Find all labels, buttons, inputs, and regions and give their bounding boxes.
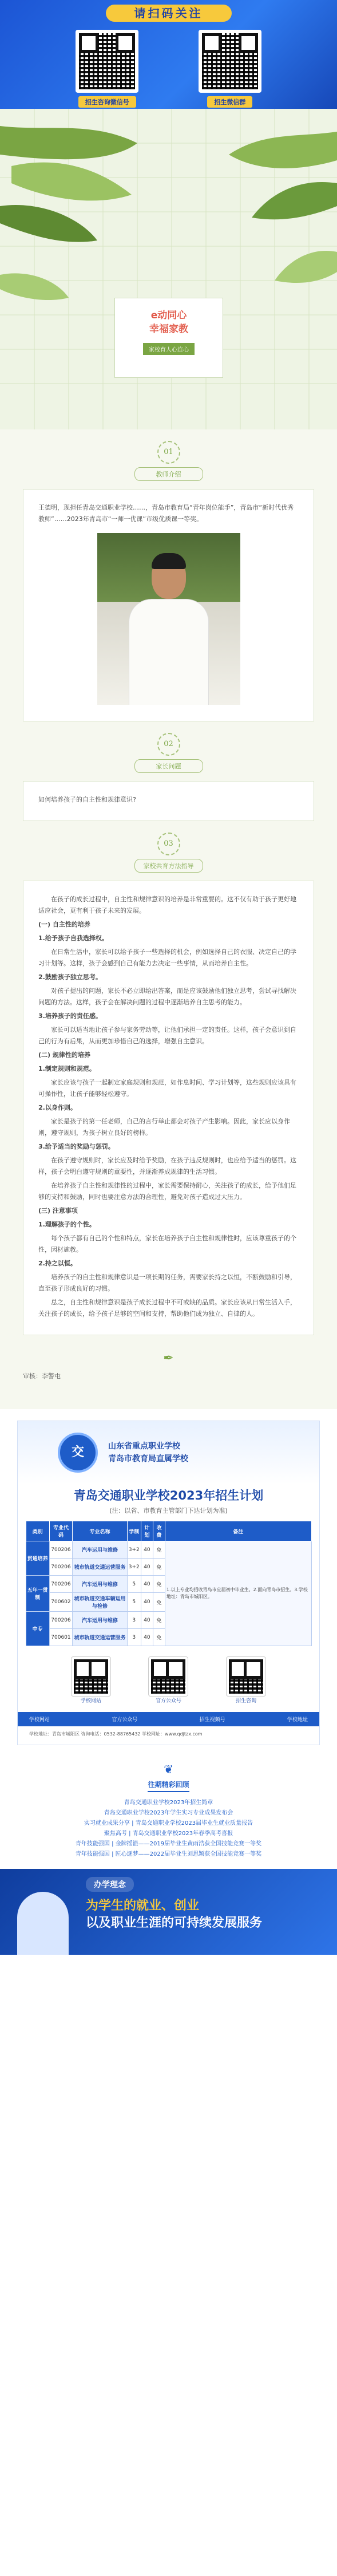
table-cell-fee: 免 bbox=[153, 1593, 165, 1612]
table-header-cell: 收费 bbox=[153, 1521, 165, 1541]
past-review-heading: 往期精彩回顾 bbox=[148, 1780, 189, 1792]
guidance-paragraph: 1.理解孩子的个性。 bbox=[38, 1221, 96, 1228]
past-review-link[interactable]: 青岛交通职业学校2023年招生简章 bbox=[124, 1800, 213, 1806]
table-cell-years: 5 bbox=[127, 1593, 141, 1612]
table-cell-plan: 40 bbox=[141, 1612, 153, 1629]
qr-label: 招生咨询微信号 bbox=[78, 96, 136, 108]
table-row bbox=[26, 1541, 311, 1559]
table-cell-fee: 免 bbox=[153, 1629, 165, 1646]
guidance-paragraph: 在孩子的成长过程中，自主性和规律意识的培养是非常重要的。这不仅有助于孩子更好地适应社会，更有利于孩子未来的发展。 bbox=[38, 896, 296, 914]
teacher-intro-card bbox=[23, 489, 314, 721]
poster-qr-account[interactable] bbox=[145, 1656, 191, 1704]
guidance-paragraph: 1.给予孩子自我选择权。 bbox=[38, 934, 108, 942]
poster-info-bar bbox=[18, 1712, 319, 1726]
reviewer: 审核：李警屯 bbox=[23, 1372, 61, 1380]
enrollment-plan-table bbox=[26, 1521, 312, 1646]
section-header-3 bbox=[0, 821, 337, 881]
section-tag: 教师介绍 bbox=[134, 467, 203, 481]
table-group-cell: 五年一贯制 bbox=[26, 1576, 49, 1612]
table-cell-years: 3 bbox=[127, 1612, 141, 1629]
past-review-link[interactable]: 青年技能强国 | 匠心逐梦——2022届毕业生刘思颖获全国技能竞赛一等奖 bbox=[75, 1851, 262, 1857]
table-cell-code: 700206 bbox=[49, 1541, 73, 1559]
table-cell-fee: 免 bbox=[153, 1559, 165, 1576]
poster-qr-consult[interactable] bbox=[223, 1656, 269, 1704]
section-number: 01 bbox=[157, 441, 180, 464]
qr-label: 招生微信群 bbox=[207, 96, 252, 108]
title-card bbox=[114, 298, 223, 378]
table-cell-code: 700206 bbox=[49, 1559, 73, 1576]
parent-question-card bbox=[23, 781, 314, 821]
guidance-paragraph: 3.给予适当的奖励与惩罚。 bbox=[38, 1143, 114, 1150]
guidance-paragraph: 总之，自主性和规律意识是孩子成长过程中不可或缺的品质。家长应该从日常生活入手，关注孩子的成长，给予孩子足够的空间和支持，帮助他们成为独立、自律的人。 bbox=[38, 1299, 296, 1317]
table-cell-plan: 40 bbox=[141, 1559, 153, 1576]
school-line-1: 山东省重点职业学校 bbox=[108, 1442, 180, 1451]
table-header-cell: 计划 bbox=[141, 1521, 153, 1541]
section-number: 03 bbox=[157, 833, 180, 855]
table-cell-name: 城市轨道交通车辆运用与检修 bbox=[73, 1593, 127, 1612]
table-header-cell: 专业名称 bbox=[73, 1521, 127, 1541]
poster-footer: 学校地址：青岛市城阳区 咨询电话：0532-88765432 学校网址：www.qdjtzx.com bbox=[29, 1731, 203, 1737]
past-review-link[interactable]: 聚焦高考 | 青岛交通职业学校2023年春季高考喜报 bbox=[104, 1831, 233, 1837]
table-cell-code: 700206 bbox=[49, 1576, 73, 1593]
philosophy-line-2: 以及职业生涯的可持续发展服务 bbox=[86, 1916, 263, 1930]
guidance-card bbox=[23, 881, 314, 1335]
school-logo-icon: 交 bbox=[58, 1433, 98, 1473]
school-line-2: 青岛市教育局直属学校 bbox=[108, 1454, 188, 1463]
past-review-link[interactable]: 青年技能强国 | 金牌摇篮——2019届毕业生黄雨浩获全国技能竞赛一等奖 bbox=[75, 1841, 262, 1847]
title-subtitle: 家校育人心连心 bbox=[143, 343, 195, 355]
table-header-cell: 类别 bbox=[26, 1521, 49, 1541]
table-group-cell: 中专 bbox=[26, 1612, 49, 1646]
bar-item: 学校网站 bbox=[29, 1717, 50, 1723]
poster-title: 青岛交通职业学校2023年招生计划 bbox=[73, 1489, 264, 1502]
quill-icon: ✒ bbox=[163, 1351, 174, 1366]
poster-qr-label: 学校网站 bbox=[80, 1698, 101, 1704]
section-tag: 家校共育方法指导 bbox=[134, 859, 203, 873]
guidance-paragraph: 2.鼓励孩子独立思考。 bbox=[38, 973, 102, 981]
table-cell-code: 700602 bbox=[49, 1593, 73, 1612]
qr-banner-title: 请扫码关注 bbox=[106, 5, 232, 22]
title-line-1: e动同心 bbox=[150, 310, 187, 321]
poster-qr-label: 招生咨询 bbox=[236, 1698, 257, 1704]
qr-code[interactable] bbox=[76, 30, 138, 93]
guidance-paragraph: 家长应该与孩子一起制定家庭规则和规范，如作息时间、学习计划等，这些规则应该具有可操作性，让孩子能够轻松遵守。 bbox=[38, 1079, 296, 1098]
poster-header bbox=[18, 1421, 319, 1484]
section-header-2 bbox=[0, 721, 337, 781]
teacher-intro-text: 王德明，现担任青岛交通职业学校……，青岛市教育局“青年岗位能手”，青岛市“新时代优秀教师”……2023年青岛市“一师一优课”市级优质课一等奖。 bbox=[38, 504, 294, 523]
philosophy-line-1: 为学生的就业、创业 bbox=[86, 1899, 200, 1913]
table-cell-plan: 40 bbox=[141, 1629, 153, 1646]
leaf-header bbox=[0, 109, 337, 429]
guidance-paragraph: 在培养孩子自主性和规律性的过程中，家长需要保持耐心，关注孩子的成长，给予他们足够的支持和鼓励，同时也要注意方法的合理性，避免对孩子造成过大压力。 bbox=[38, 1182, 296, 1201]
guidance-paragraph: 1.制定规则和规范。 bbox=[38, 1065, 96, 1072]
section-tag: 家长问题 bbox=[134, 759, 203, 773]
table-cell-fee: 免 bbox=[153, 1612, 165, 1629]
qr-code[interactable] bbox=[199, 30, 261, 93]
title-line-2: 幸福家教 bbox=[149, 324, 188, 335]
table-cell-fee: 免 bbox=[153, 1541, 165, 1559]
table-cell-plan: 40 bbox=[141, 1541, 153, 1559]
guidance-paragraph: (一) 自主性的培养 bbox=[38, 921, 90, 928]
guidance-paragraph: 家长可以适当地让孩子参与家务劳动等，让他们承担一定的责任。这样，孩子会意识到自己的行为有后果，从而更加珍惜自己的选择，增强自主意识。 bbox=[38, 1026, 296, 1045]
guidance-paragraph: 在孩子遵守规则时，家长应及时给予奖励，在孩子违反规则时，也应给予适当的惩罚。这样，孩子会明白遵守规则的重要性，并逐渐养成规律的生活习惯。 bbox=[38, 1157, 296, 1175]
table-cell-years: 3+2 bbox=[127, 1541, 141, 1559]
poster-qr-row bbox=[18, 1646, 319, 1709]
table-cell-plan: 40 bbox=[141, 1593, 153, 1612]
guidance-paragraph: 3.培养孩子的责任感。 bbox=[38, 1012, 102, 1020]
table-cell-name: 城市轨道交通运营服务 bbox=[73, 1559, 127, 1576]
table-cell-name: 汽车运用与维修 bbox=[73, 1541, 127, 1559]
guidance-paragraph: (三) 注意事项 bbox=[38, 1207, 78, 1214]
poster-qr-website[interactable] bbox=[68, 1656, 114, 1704]
qr-follow-banner bbox=[0, 0, 337, 109]
table-header-cell: 学制 bbox=[127, 1521, 141, 1541]
parent-question: 如何培养孩子的自主性和规律意识? bbox=[38, 796, 136, 803]
table-cell-name: 城市轨道交通运营服务 bbox=[73, 1629, 127, 1646]
guidance-paragraph: 在日常生活中，家长可以给予孩子一些选择的机会，例如选择自己的衣服、决定自己的学习计划等。这样，孩子会感到自己有能力去决定一些事情，从而培养自主性。 bbox=[38, 948, 296, 967]
table-cell-code: 700206 bbox=[49, 1612, 73, 1629]
guidance-paragraph: 每个孩子都有自己的个性和特点，家长在培养孩子自主性和规律性时，应该尊重孩子的个性，因材施教。 bbox=[38, 1234, 296, 1253]
past-review-link[interactable]: 青岛交通职业学校2023年学生实习专业成果发布会 bbox=[104, 1810, 233, 1816]
guidance-paragraph: 2.持之以恒。 bbox=[38, 1260, 77, 1267]
qr-card-consult[interactable] bbox=[64, 30, 150, 108]
philosophy-tag: 办学理念 bbox=[86, 1877, 134, 1892]
table-cell-years: 3+2 bbox=[127, 1559, 141, 1576]
table-group-cell: 贯通培养 bbox=[26, 1541, 49, 1576]
leaf-decoration bbox=[0, 109, 337, 429]
philosophy-banner bbox=[0, 1869, 337, 1955]
guidance-paragraph: 对孩子提出的问题，家长不必立即给出答案，而是应该鼓励他们独立思考，尝试寻找解决问题的方法。这样，孩子会在解决问题的过程中逐渐培养自主思考的能力。 bbox=[38, 987, 296, 1006]
section-number: 02 bbox=[157, 733, 180, 756]
teacher-photo bbox=[97, 533, 240, 705]
bar-item: 学校地址 bbox=[287, 1717, 308, 1723]
table-cell-name: 汽车运用与维修 bbox=[73, 1576, 127, 1593]
guidance-paragraph: (二) 规律性的培养 bbox=[38, 1051, 90, 1059]
table-cell-name: 汽车运用与维修 bbox=[73, 1612, 127, 1629]
table-cell-fee: 免 bbox=[153, 1576, 165, 1593]
article-content bbox=[0, 429, 337, 1409]
table-cell-plan: 40 bbox=[141, 1576, 153, 1593]
poster-qr-label: 官方公众号 bbox=[155, 1698, 181, 1704]
table-header-cell: 备注 bbox=[165, 1521, 311, 1541]
bar-item: 招生视频号 bbox=[199, 1717, 225, 1723]
table-notes-cell: 1.以上专业均招收青岛市应届初中毕业生。2.面向青岛市招生。3.学校地址：青岛市城阳区。 bbox=[165, 1541, 311, 1646]
student-figure bbox=[17, 1892, 69, 1955]
guidance-paragraph: 家长是孩子的第一任老师，自己的言行举止都会对孩子产生影响。因此，家长应以身作则，遵守规则，为孩子树立良好的榜样。 bbox=[38, 1118, 290, 1137]
past-review bbox=[0, 1745, 337, 1869]
table-header-cell: 专业代码 bbox=[49, 1521, 73, 1541]
table-cell-years: 5 bbox=[127, 1576, 141, 1593]
bar-item: 官方公众号 bbox=[112, 1717, 138, 1723]
table-cell-years: 3 bbox=[127, 1629, 141, 1646]
guidance-paragraph: 2.以身作则。 bbox=[38, 1104, 77, 1111]
table-cell-code: 700601 bbox=[49, 1629, 73, 1646]
poster-subtitle: (注：以省、市教育主管部门下达计划为准) bbox=[109, 1507, 228, 1514]
past-review-links bbox=[0, 1798, 337, 1860]
guidance-paragraph: 培养孩子的自主性和规律意识是一项长期的任务，需要家长持之以恒，不断鼓励和引导，直至孩子形成良好的习惯。 bbox=[38, 1273, 296, 1292]
review-icon: ❦ bbox=[164, 1762, 173, 1776]
past-review-link[interactable]: 实习就业成果分享 | 青岛交通职业学校2023届毕业生就业质量报告 bbox=[84, 1820, 253, 1827]
qr-card-group[interactable] bbox=[187, 30, 273, 108]
recruitment-poster bbox=[17, 1421, 320, 1745]
section-header-1 bbox=[0, 429, 337, 489]
